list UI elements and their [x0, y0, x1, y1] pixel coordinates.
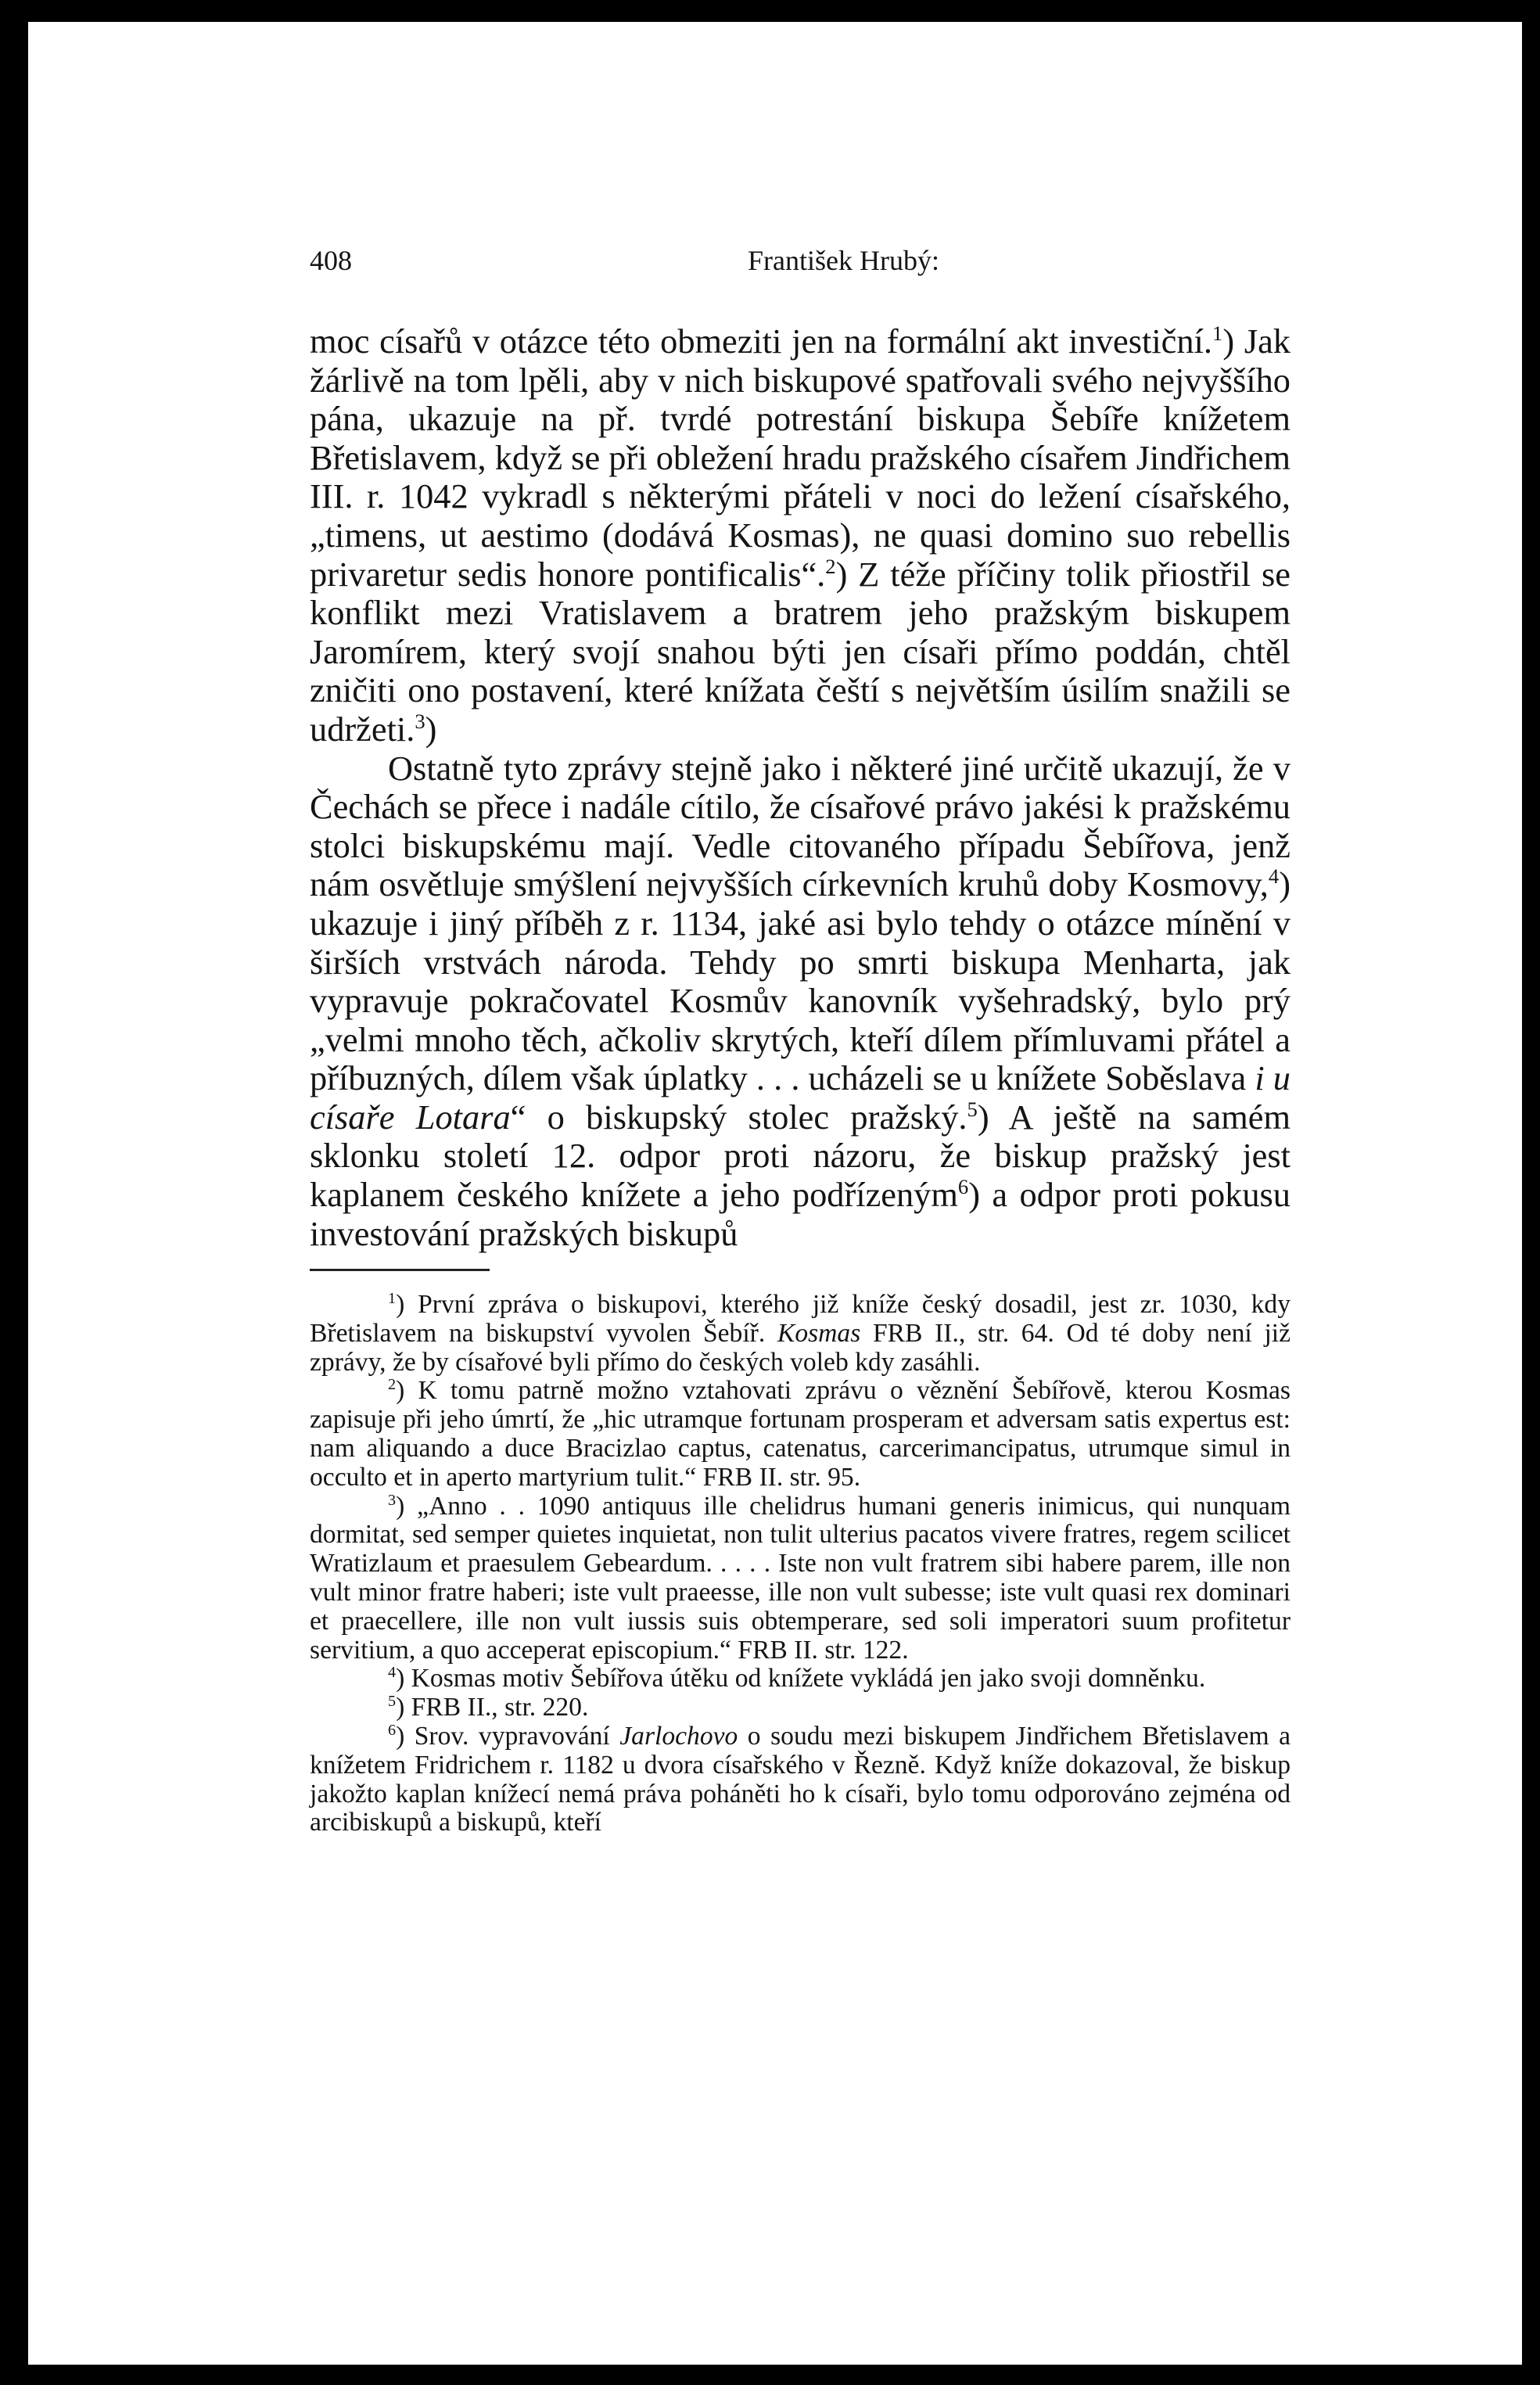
paragraph-2-text-e: ) a odpor proti pokusu investování pražských biskupů	[310, 1175, 1291, 1253]
paragraph-2	[310, 749, 1291, 1254]
footnote-ref-1: 1	[1212, 321, 1223, 346]
paragraph-2-text-d: ) A ještě na samém sklonku století 12. odpor proti názoru, že biskup pražský jest kaplanem českého knížete a jeho podřízeným	[310, 1097, 1291, 1215]
footnote-1-text-b: FRB II., str. 64. Od té doby není již zprávy, že by císařové byli přímo do českých voleb kdy zasáhli.	[310, 1318, 1291, 1377]
footnote-1-mark: 1	[388, 1289, 397, 1307]
footnote-ref-3: 3	[415, 709, 425, 733]
paragraph-1-text-d: )	[425, 709, 437, 749]
footnote-5-mark: 5	[388, 1693, 397, 1711]
footnote-4-mark: 4	[388, 1664, 397, 1682]
footnote-ref-4: 4	[1268, 864, 1280, 889]
footnote-separator	[310, 1269, 490, 1271]
paragraph-2-text-c: “ o biskupský stolec pražský.	[510, 1097, 967, 1137]
footnote-6-text-b: o soudu mezi biskupem Jindřichem Břetislavem a knížetem Fridrichem r. 1182 u dvora císařského v Řezně. Když kníže dokazoval, že biskup jakožto kaplan knížecí nemá práva poháněti ho k císaři, bylo tomu odporováno zejména od arcibiskupů a biskupů, kteří	[310, 1721, 1291, 1837]
footnote-5	[310, 1694, 1291, 1722]
footnote-ref-6: 6	[957, 1175, 969, 1199]
footnotes	[310, 1291, 1291, 1837]
footnote-4-text: ) Kosmas motiv Šebířova útěku od knížete vykládá jen jako svoji domněnku.	[396, 1664, 1206, 1694]
footnote-6-text-a: ) Srov. vypravování	[396, 1721, 620, 1751]
paragraph-2-italic: i u císaře Lotara	[310, 1058, 1291, 1137]
footnote-6-italic: Jarlochovo	[619, 1721, 738, 1751]
paragraph-2-text-b: ) ukazuje i jiný příběh z r. 1134, jaké asi bylo tehdy o otázce mínění v širších vrstvách národa. Tehdy po smrti biskupa Menharta, jak vypravuje pokračovatel Kosmův kanovník vyšehradský, bylo prý „velmi mnoho těch, ačkoliv skrytých, kteří dílem přímluvami přátel a příbuzných, dílem však úplatky . . . ucházeli se u knížete Soběslava	[310, 864, 1291, 1098]
footnote-6	[310, 1722, 1291, 1837]
paragraph-1-text-c: ) Z téže příčiny tolik přiostřil se konflikt mezi Vratislavem a bratrem jeho pražským biskupem Jaromírem, který svojí snahou býti jen císaři přímo poddán, chtěl zničiti ono postavení, které knížata čeští s největším úsilím snažili se udržeti.	[310, 554, 1291, 749]
paragraph-1-text-a: moc císařů v otázce této obmeziti jen na formální akt investiční.	[310, 321, 1212, 361]
footnote-5-text: ) FRB II., str. 220.	[396, 1693, 589, 1722]
footnote-ref-5: 5	[967, 1097, 978, 1121]
main-text	[310, 322, 1291, 1253]
page-number: 408	[310, 245, 352, 276]
paragraph-1	[310, 322, 1291, 749]
footnote-2-mark: 2	[388, 1376, 397, 1394]
footnote-3	[310, 1492, 1291, 1665]
footnote-2-text: ) K tomu patrně možno vztahovati zprávu o věznění Šebířově, kterou Kosmas zapisuje při jeho úmrtí, že „hic utramque fortunam prosperam et adversam satis expertus est: nam aliquando a duce Bracizlao captus, catenatus, carcerimancipatus, utrumque simul in occulto et in aperto martyrium tulit.“ FRB II. str. 95.	[310, 1376, 1291, 1492]
footnote-3-text: ) „Anno . . 1090 antiquus ille chelidrus humani generis inimicus, qui nunquam dormitat, sed semper quietes inquietat, non tulit ulterius pacatos vivere fratres, regem scilicet Wratizlaum et praesulem Gebeardum. . . . . Iste non vult fratrem sibi habere parem, ille non vult minor fratre haberi; iste vult praeesse, ille non vult subesse; iste vult quasi rex dominari et praecellere, ille non vult iussis suis obtemperare, sed soli imperatori suum profitetur servitium, a quo acceperat episcopium.“ FRB II. str. 122.	[310, 1491, 1291, 1665]
page-header	[310, 244, 1291, 283]
footnote-4	[310, 1665, 1291, 1694]
footnote-1-text-a: ) První zpráva o biskupovi, kterého již kníže český dosadil, jest zr. 1030, kdy Břetislavem na biskupství vyvolen Šebíř.	[310, 1290, 1291, 1348]
footnote-6-mark: 6	[388, 1721, 397, 1739]
footnote-2	[310, 1377, 1291, 1492]
paragraph-2-text-a: Ostatně tyto zprávy stejně jako i některé jiné určitě ukazují, že v Čechách se přece i nadále cítilo, že císařové právo jakési k pražskému stolci biskupskému mají. Vedle citovaného případu Šebířova, jenž nám osvětluje smýšlení nejvyšších církevních kruhů doby Kosmovy,	[310, 748, 1291, 904]
paragraph-1-text-b: ) Jak žárlivě na tom lpěli, aby v nich biskupové spatřovali svého nejvyššího pána, ukazuje na př. tvrdé potrestání biskupa Šebíře knížetem Břetislavem, když se při obležení hradu pražského císařem Jindřichem III. r. 1042 vykradl s některými přáteli v noci do ležení císařského, „timens, ut aestimo (dodává Kosmas), ne quasi domino suo rebellis privaretur sedis honore pontificalis“.	[310, 321, 1291, 594]
footnote-1-italic: Kosmas	[777, 1318, 861, 1348]
footnote-1	[310, 1291, 1291, 1377]
running-title: František Hrubý:	[748, 245, 939, 276]
footnote-3-mark: 3	[388, 1491, 397, 1509]
footnote-ref-2: 2	[825, 554, 836, 578]
